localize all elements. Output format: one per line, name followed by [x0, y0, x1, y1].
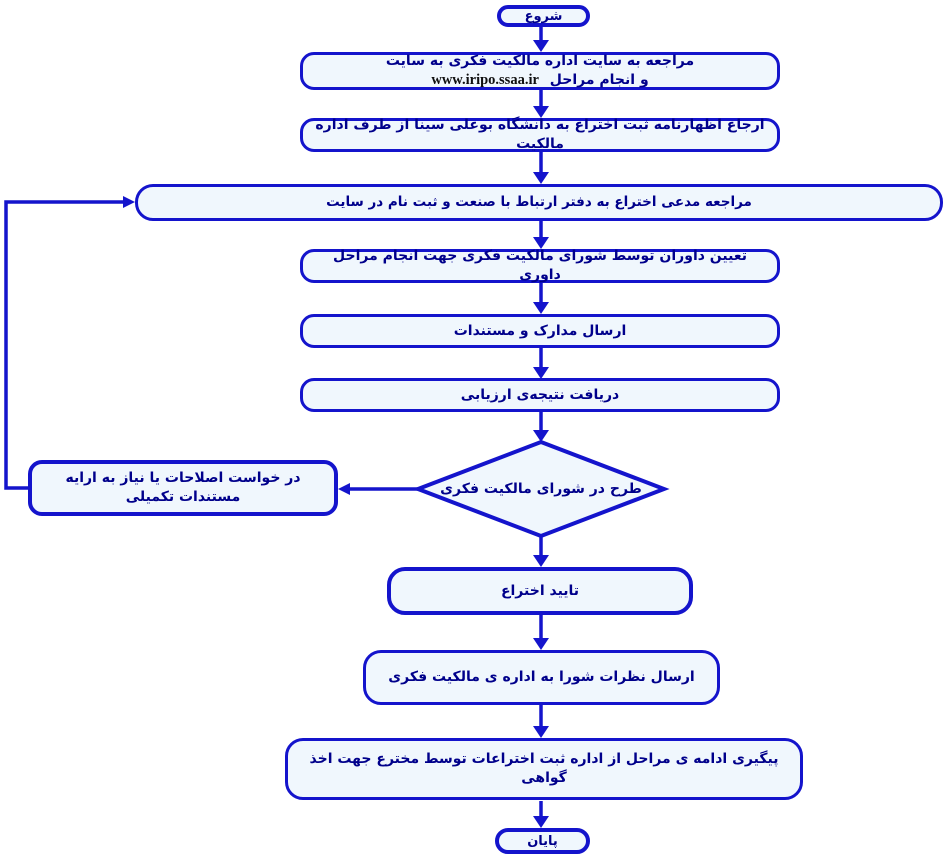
referee-assignment-node: تعیین داوران توسط شورای مالکیت فکری جهت انجام مراحل داوری — [300, 249, 780, 283]
feedback-loop-line — [6, 202, 123, 488]
decision-label: طرح در شورای مالکیت فکری — [440, 481, 642, 497]
visit-site-node — [300, 52, 780, 90]
arrowhead-right-icon — [123, 196, 135, 208]
follow-up-node: پیگیری ادامه ی مراحل از اداره ثبت اختراعات توسط مخترع جهت اخذ گواهی — [285, 738, 803, 800]
arrowhead-down-icon — [533, 40, 549, 52]
end-node: پایان — [495, 828, 590, 854]
referral-node: ارجاع اظهارنامه ثبت اختراع به دانشگاه بوعلی سینا از طرف اداره مالکیت — [300, 118, 780, 152]
visit-site-line2-text: و انجام مراحل — [549, 71, 649, 88]
arrowhead-left-icon — [338, 483, 350, 495]
invention-approval-node: تایید اختراع — [387, 567, 693, 615]
office-registration-node: مراجعه مدعی اختراع به دفتر ارتباط با صنعت و ثبت نام در سایت — [135, 184, 943, 221]
send-documents-node: ارسال مدارک و مستندات — [300, 314, 780, 348]
send-council-opinions-node: ارسال نظرات شورا به اداره ی مالکیت فکری — [363, 650, 720, 705]
arrowhead-down-icon — [533, 302, 549, 314]
start-node: شروع — [497, 5, 590, 27]
arrowhead-down-icon — [533, 726, 549, 738]
visit-site-line1: مراجعه به سایت اداره مالکیت فکری به سایت — [385, 52, 695, 69]
arrowhead-down-icon — [533, 816, 549, 828]
receive-result-node: دریافت نتیجه‌ی ارزیابی — [300, 378, 780, 412]
arrowheads — [123, 40, 549, 828]
arrowhead-down-icon — [533, 555, 549, 567]
visit-site-line2 — [431, 71, 648, 91]
revision-request-node: در خواست اصلاحات یا نیاز به ارایه مستندات تکمیلی — [28, 460, 338, 516]
arrowhead-down-icon — [533, 172, 549, 184]
arrowhead-down-icon — [533, 638, 549, 650]
visit-site-url: www.iripo.ssaa.ir — [431, 71, 539, 88]
